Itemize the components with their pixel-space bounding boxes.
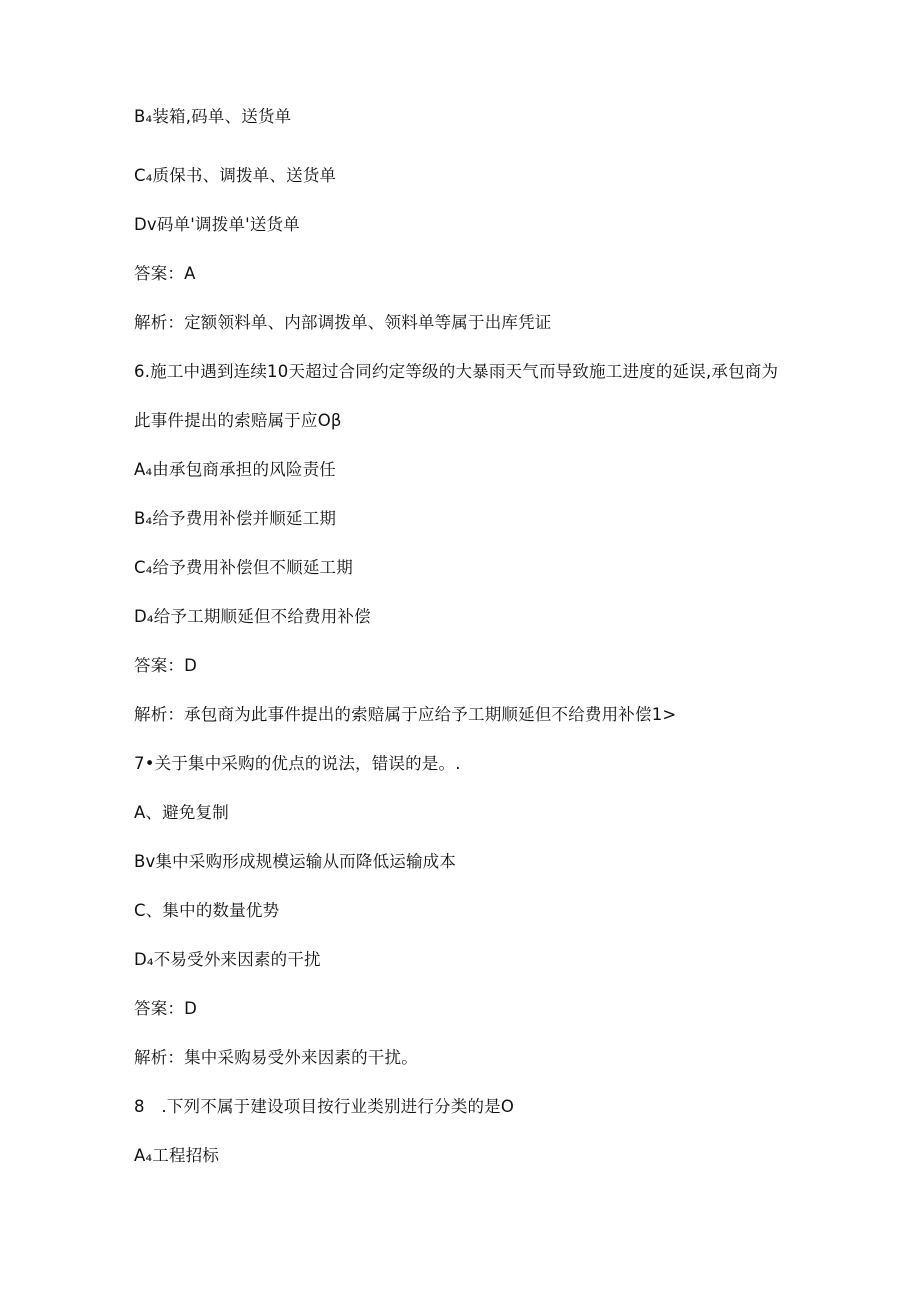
q6-option-a: A₄由承包商承担的风险责任 bbox=[134, 460, 337, 479]
q7-explanation: 解析：集中采购易受外来因素的干扰。 bbox=[134, 1048, 418, 1067]
q7-option-b: Bv集中采购形成规模运输从而降低运输成本 bbox=[134, 852, 457, 871]
q7-option-c: C、集中的数量优势 bbox=[134, 901, 280, 920]
question-6-line-1: 6.施工中遇到连续10天超过合同约定等级的大暴雨天气而导致施工进度的延误,承包商为 bbox=[134, 362, 779, 381]
explanation-line: 解析：定额领料单、内部调拨单、领料单等属于出库凭证 bbox=[134, 313, 552, 332]
q7-option-d: D₄不易受外来因素的干扰 bbox=[134, 950, 321, 969]
q6-explanation: 解析：承包商为此事件提出的索赔属于应给予工期顺延但不给费用补偿1> bbox=[134, 705, 677, 724]
q6-answer: 答案：D bbox=[134, 656, 198, 675]
option-d-line: Dv码单'调拨单'送货单 bbox=[134, 215, 300, 234]
q7-option-a: A、避免复制 bbox=[134, 803, 229, 822]
q6-option-b: B₄给予费用补偿并顺延工期 bbox=[134, 509, 337, 528]
q6-option-c: C₄给予费用补偿但不顺延工期 bbox=[134, 558, 353, 577]
answer-line: 答案：A bbox=[134, 264, 196, 283]
option-c-line: C₄质保书、调拨单、送货单 bbox=[134, 166, 337, 185]
question-6-line-2: 此事件提出的索赔属于应Oβ bbox=[134, 411, 342, 430]
question-8: 8 .下列不属于建设项目按行业类别进行分类的是O bbox=[134, 1097, 515, 1116]
q6-option-d: D₄给予工期顺延但不给费用补偿 bbox=[134, 607, 371, 626]
question-7: 7•关于集中采购的优点的说法，错误的是。. bbox=[134, 754, 461, 773]
q8-option-a: A₄工程招标 bbox=[134, 1146, 220, 1165]
option-b-line: B₄装箱,码单、送货单 bbox=[134, 107, 292, 126]
q7-answer: 答案：D bbox=[134, 999, 198, 1018]
